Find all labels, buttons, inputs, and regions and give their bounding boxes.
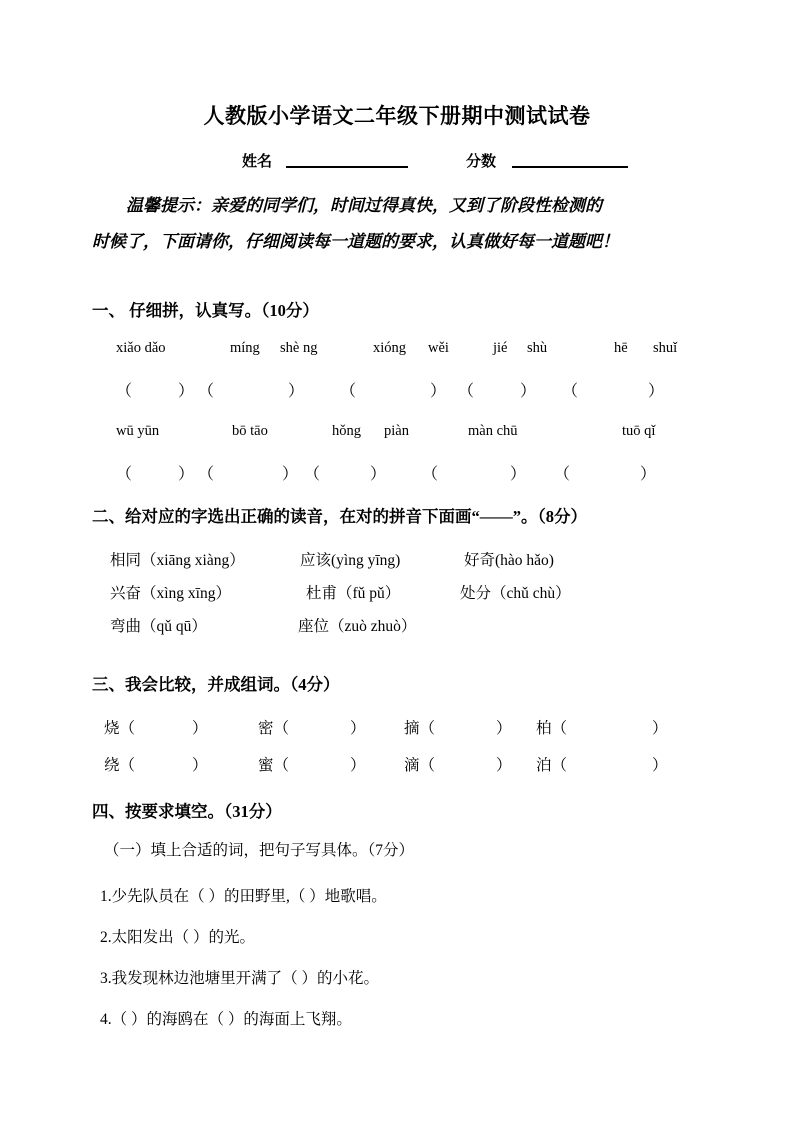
pinyin-token-8: hē — [614, 340, 628, 356]
pinyin-token-6: tuō qǐ — [622, 423, 656, 439]
pinyin-row-1 — [92, 340, 706, 362]
bracket-4: ） — [282, 466, 299, 483]
compare-token-1: 烧（ — [104, 720, 136, 737]
pinyin-token-4: xióng — [373, 340, 407, 356]
bracket-8: ） — [520, 383, 537, 400]
name-label: 姓名 — [242, 154, 273, 170]
compare-token-3: 密（ — [258, 720, 290, 737]
pinyin-token-4: piàn — [384, 423, 409, 439]
bracket-6: ） — [370, 466, 387, 483]
bracket-4: ） — [288, 383, 305, 400]
pinyin-token-5: wěi — [428, 340, 449, 356]
compare-token-7: 泊（ — [536, 757, 568, 774]
pronunciation-item-2: 杜甫（fǔ pǔ） — [306, 585, 401, 602]
bracket-6: ） — [430, 383, 447, 400]
bracket-10: ） — [648, 383, 665, 400]
bracket-7: （ — [458, 383, 475, 400]
pronunciation-item-3: 好奇(hào hǎo) — [464, 552, 554, 569]
student-info-row — [0, 148, 794, 174]
pinyin-token-2: míng — [230, 340, 260, 356]
fill-blank-question-4[interactable]: 4.（ ）的海鸥在（ ）的海面上飞翔。 — [100, 1011, 352, 1028]
score-blank-line[interactable] — [512, 153, 628, 168]
compare-token-5: 滴（ — [404, 757, 436, 774]
page-title: 人教版小学语文二年级下册期中测试试卷 — [203, 104, 591, 128]
warm-tip — [92, 188, 706, 260]
pinyin-token-7: shù — [527, 340, 548, 356]
pronunciation-item-1: 兴奋（xìng xīng） — [110, 585, 231, 602]
bracket-2: ） — [178, 383, 195, 400]
name-field — [242, 150, 408, 171]
pronunciation-item-2: 座位（zuò zhuò） — [298, 618, 417, 635]
compare-token-6: ） — [496, 757, 512, 774]
compare-token-4: ） — [350, 757, 366, 774]
pronunciation-item-1: 弯曲（qǔ qū） — [110, 618, 207, 635]
pronunciation-item-2: 应该(yìng yīng) — [300, 552, 401, 569]
compare-token-8: ） — [652, 720, 668, 737]
pinyin-token-9: shuǐ — [653, 340, 678, 356]
section-1-heading: 一、 仔细拼，认真写。（10分） — [92, 301, 319, 320]
score-label: 分数 — [466, 154, 497, 170]
pronunciation-item-3: 处分（chǔ chù） — [460, 585, 571, 602]
answer-bracket-row-2[interactable] — [92, 461, 706, 485]
bracket-3: （ — [198, 383, 215, 400]
pinyin-token-1: wū yūn — [116, 423, 160, 439]
section-4-subheading: （一）填上合适的词，把句子写具体。（7分） — [104, 842, 415, 859]
bracket-10: ） — [640, 466, 657, 483]
compare-token-1: 绕（ — [104, 757, 136, 774]
compare-token-5: 摘（ — [404, 720, 436, 737]
warm-tip-line-2: 时候了，下面请你，仔细阅读每一道题的要求，认真做好每一道题吧！ — [92, 232, 619, 251]
bracket-8: ） — [510, 466, 527, 483]
fill-blank-question-1[interactable]: 1.少先队员在（ ）的田野里,（ ）地歌唱。 — [100, 888, 387, 905]
bracket-2: ） — [178, 466, 195, 483]
bracket-9: （ — [562, 383, 579, 400]
fill-blank-question-2[interactable]: 2.太阳发出（ ）的光。 — [100, 929, 256, 946]
section-3-heading: 三、我会比较，并成组词。（4分） — [92, 675, 340, 694]
bracket-5: （ — [340, 383, 357, 400]
compare-token-4: ） — [350, 720, 366, 737]
warm-tip-line-1 — [92, 188, 706, 224]
compare-token-2: ） — [192, 757, 208, 774]
bracket-1: （ — [116, 466, 133, 483]
bracket-9: （ — [554, 466, 571, 483]
pinyin-token-2: bō tāo — [232, 423, 268, 439]
bracket-1: （ — [116, 383, 133, 400]
fill-blank-question-3[interactable]: 3.我发现林边池塘里开满了（ ）的小花。 — [100, 970, 380, 987]
section-2-heading: 二、给对应的字选出正确的读音，在对的拼音下面画“——”。（8分） — [92, 507, 587, 526]
name-blank-line[interactable] — [286, 153, 408, 168]
bracket-5: （ — [304, 466, 321, 483]
score-field — [466, 150, 628, 171]
answer-bracket-row-1[interactable] — [92, 378, 706, 402]
compare-token-7: 柏（ — [536, 720, 568, 737]
pinyin-token-3: shè ng — [280, 340, 318, 356]
pinyin-token-6: jié — [493, 340, 508, 356]
warm-tip-text-1: 温馨提示：亲爱的同学们，时间过得真快，又到了阶段性检测的 — [126, 196, 602, 215]
bracket-7: （ — [422, 466, 439, 483]
section-4-heading: 四、按要求填空。（31分） — [92, 802, 282, 821]
compare-token-6: ） — [496, 720, 512, 737]
pinyin-token-1: xiǎo dǎo — [116, 340, 166, 356]
pinyin-token-5: màn chū — [468, 423, 518, 439]
compare-token-3: 蜜（ — [258, 757, 290, 774]
bracket-3: （ — [198, 466, 215, 483]
pinyin-row-2 — [92, 423, 706, 445]
pinyin-token-3: hǒng — [332, 423, 361, 439]
compare-token-2: ） — [192, 720, 208, 737]
pronunciation-item-1: 相同（xiāng xiàng） — [110, 552, 245, 569]
compare-token-8: ） — [652, 757, 668, 774]
